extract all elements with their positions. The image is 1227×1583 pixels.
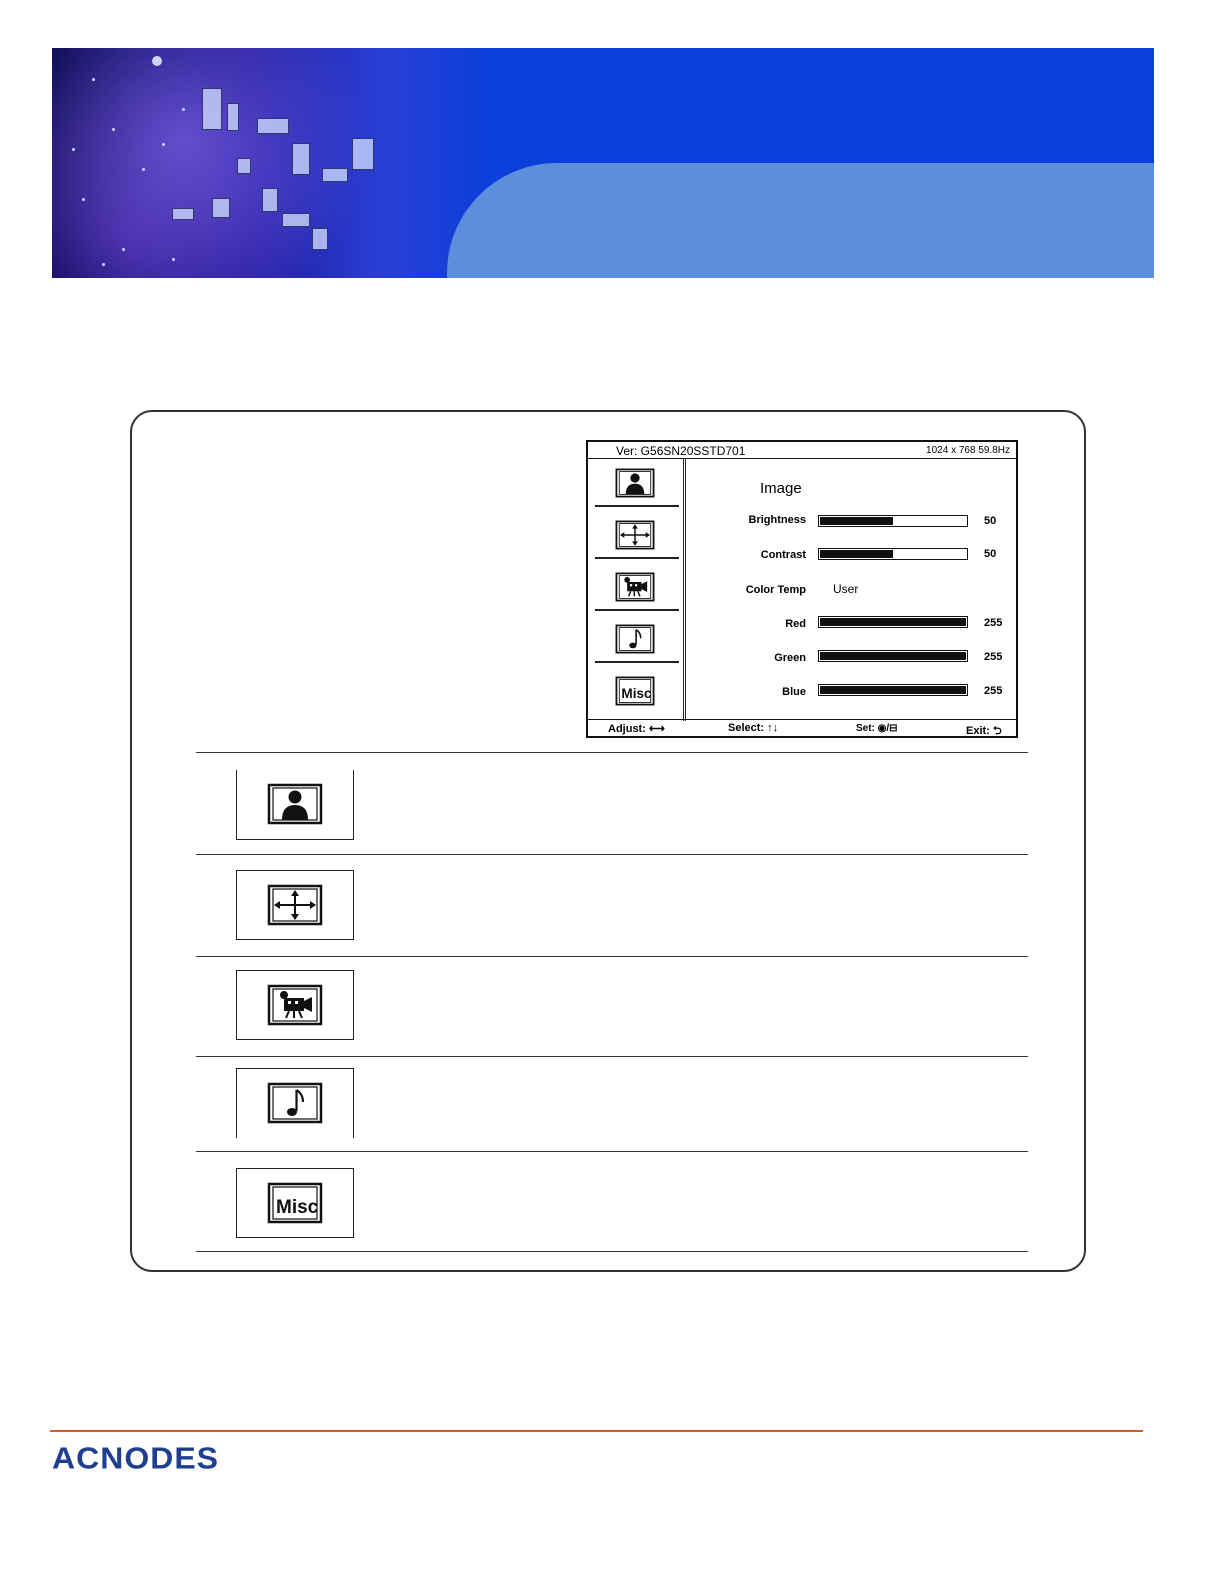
icon-row-position xyxy=(236,870,354,940)
row-divider xyxy=(196,752,1028,753)
video-icon xyxy=(267,984,323,1026)
row-divider xyxy=(196,1056,1028,1057)
brightness-slider[interactable] xyxy=(818,515,968,527)
banner-curve-shape xyxy=(447,163,1154,278)
row-divider xyxy=(196,956,1028,957)
osd-tab-column xyxy=(595,459,686,721)
osd-resolution-text: 1024 x 768 59.8Hz xyxy=(926,445,1010,456)
image-icon xyxy=(267,783,323,825)
icon-row-image xyxy=(236,770,354,840)
row-divider xyxy=(196,1151,1028,1152)
red-slider-fill xyxy=(820,618,966,626)
audio-icon xyxy=(615,623,655,655)
row-divider xyxy=(196,854,1028,855)
color-temp-value[interactable]: User xyxy=(833,582,859,596)
set-hint: Set: ◉/⊟ xyxy=(856,723,898,734)
video-icon xyxy=(615,571,655,603)
red-label: Red xyxy=(785,618,806,630)
green-value: 255 xyxy=(984,651,1003,663)
osd-tab-audio[interactable] xyxy=(595,615,679,663)
contrast-slider[interactable] xyxy=(818,548,968,560)
footer-divider xyxy=(50,1430,1143,1432)
osd-tab-position[interactable] xyxy=(595,511,679,559)
osd-status-bar xyxy=(588,442,1016,459)
svg-text:Misc: Misc xyxy=(276,1197,319,1218)
osd-menu-window xyxy=(586,440,1018,738)
exit-hint: Exit: ⮌ xyxy=(966,725,1002,737)
blue-slider[interactable] xyxy=(818,684,968,696)
osd-version-text: Ver: G56SN20SSTD701 xyxy=(616,444,746,458)
icon-row-audio xyxy=(236,1068,354,1138)
green-slider[interactable] xyxy=(818,650,968,662)
brightness-label: Brightness xyxy=(748,514,806,526)
red-slider[interactable] xyxy=(818,616,968,628)
row-divider xyxy=(196,1251,1028,1252)
icon-row-misc xyxy=(236,1168,354,1238)
osd-key-hints xyxy=(588,719,1016,736)
osd-tab-misc[interactable] xyxy=(595,667,679,715)
brightness-slider-fill xyxy=(820,517,893,525)
svg-text:Misc: Misc xyxy=(621,686,652,702)
circuit-board-image xyxy=(52,48,492,278)
header-banner xyxy=(52,48,1154,278)
red-value: 255 xyxy=(984,617,1003,629)
blue-slider-fill xyxy=(820,686,966,694)
contrast-slider-fill xyxy=(820,550,893,558)
blue-value: 255 xyxy=(984,685,1003,697)
contrast-value: 50 xyxy=(984,548,997,560)
osd-menu-title: Image xyxy=(760,480,802,497)
acnodes-logo: ACNODES xyxy=(52,1440,220,1476)
position-icon xyxy=(267,884,323,926)
misc-icon xyxy=(615,675,655,707)
osd-tab-video[interactable] xyxy=(595,563,679,611)
misc-icon xyxy=(267,1182,323,1224)
audio-icon xyxy=(267,1082,323,1124)
position-icon xyxy=(615,519,655,551)
image-icon xyxy=(615,467,655,499)
adjust-hint: Adjust: ⟷ xyxy=(608,723,665,735)
blue-label: Blue xyxy=(782,686,806,698)
icon-row-video xyxy=(236,970,354,1040)
color-temp-label: Color Temp xyxy=(745,584,806,596)
select-hint: Select: ↑↓ xyxy=(728,722,779,734)
osd-tab-image[interactable] xyxy=(595,459,679,507)
green-label: Green xyxy=(774,652,806,664)
brightness-value: 50 xyxy=(984,515,997,527)
contrast-label: Contrast xyxy=(760,549,806,561)
green-slider-fill xyxy=(820,652,966,660)
